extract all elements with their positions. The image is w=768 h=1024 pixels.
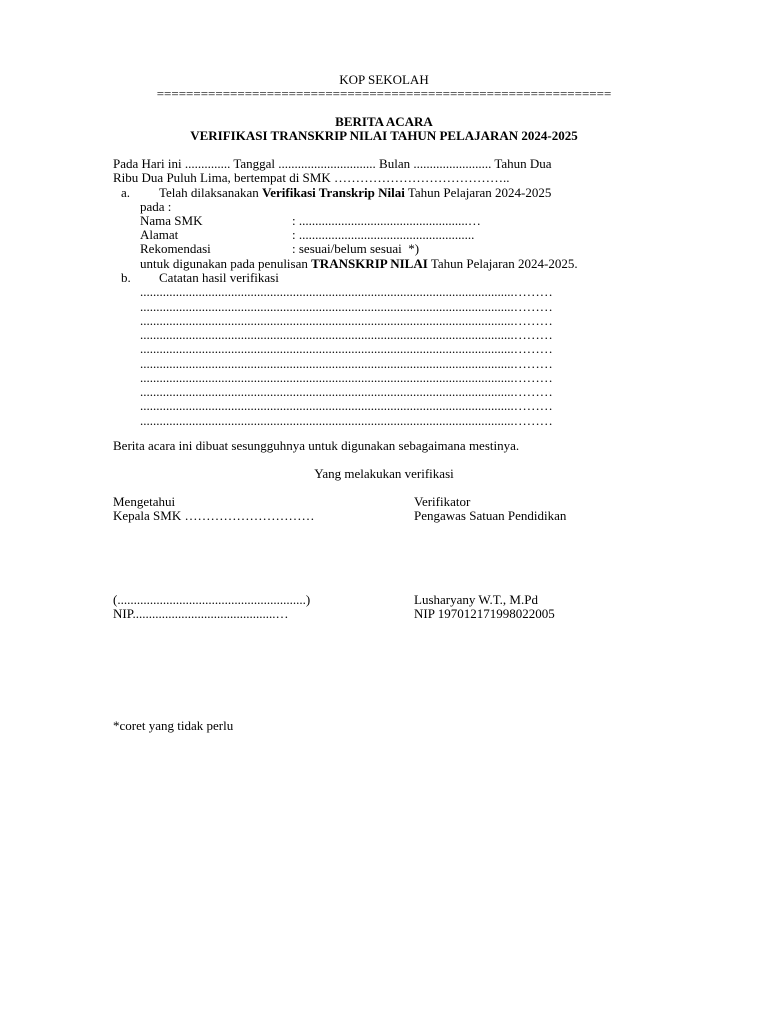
field-value-alamat: : ...................................................... [292, 227, 475, 242]
item-a-text-bold: Verifikasi Transkrip Nilai [262, 185, 405, 200]
field-label-rekomendasi: Rekomendasi [140, 241, 211, 256]
note-dotted-line: ...................................................................................................................……… [140, 370, 553, 385]
field-label-alamat: Alamat [140, 227, 179, 242]
note-dotted-line: ...................................................................................................................……… [140, 299, 553, 314]
footnote: *coret yang tidak perlu [113, 718, 234, 733]
field-value-nama-smk: : ....................................................… [292, 213, 481, 228]
item-a-text [159, 185, 551, 200]
note-dotted-line: ...................................................................................................................……… [140, 284, 553, 299]
document-title: BERITA ACARA [335, 114, 433, 129]
item-b-marker: b. [121, 270, 131, 285]
item-a-usage-pre: untuk digunakan pada penulisan [140, 256, 312, 271]
item-a-marker: a. [121, 185, 131, 200]
left-signature-title: Kepala SMK ………………………… [113, 508, 315, 523]
letterhead-label: KOP SEKOLAH [339, 72, 429, 87]
right-signature-nip: NIP 197012171998022005 [414, 606, 555, 621]
right-signature-name: Lusharyany W.T., M.Pd [414, 592, 538, 607]
note-dotted-line: ...................................................................................................................……… [140, 384, 553, 399]
note-dotted-line: ...................................................................................................................……… [140, 413, 553, 428]
item-a-text-pre: Telah dilaksanakan [159, 185, 263, 200]
note-dotted-line: ...................................................................................................................……… [140, 398, 553, 413]
note-dotted-line: ...................................................................................................................……… [140, 341, 553, 356]
item-a-usage-post: Tahun Pelajaran 2024-2025. [427, 256, 578, 271]
note-dotted-line: ...................................................................................................................……… [140, 327, 553, 342]
note-dotted-line: ...................................................................................................................……… [140, 356, 553, 371]
right-signature-title: Pengawas Satuan Pendidikan [414, 508, 567, 523]
field-label-nama-smk: Nama SMK [140, 213, 203, 228]
item-a-usage-bold: TRANSKRIP NILAI [311, 256, 428, 271]
verifier-heading: Yang melakukan verifikasi [314, 466, 454, 481]
item-a-text-post: Tahun Pelajaran 2024-2025 [404, 185, 552, 200]
left-signature-role: Mengetahui [113, 494, 176, 509]
document-subtitle: VERIFIKASI TRANSKRIP NILAI TAHUN PELAJARAN 2024-2025 [190, 128, 578, 143]
item-a-usage [140, 256, 578, 271]
letterhead-separator: ============================================================== [156, 86, 612, 101]
closing-statement: Berita acara ini dibuat sesungguhnya untuk digunakan sebagaimana mestinya. [113, 438, 520, 453]
field-value-rekomendasi: : sesuai/belum sesuai *) [292, 241, 420, 256]
item-b-text: Catatan hasil verifikasi [159, 270, 279, 285]
intro-line-2: Ribu Dua Puluh Lima, bertempat di SMK ………………………………….. [113, 170, 510, 185]
left-signature-nip: NIP............................................… [113, 606, 289, 621]
left-signature-name: (..........................................................) [113, 592, 311, 607]
item-a-pada: pada : [140, 199, 172, 214]
intro-line-1: Pada Hari ini .............. Tanggal .............................. Bulan ........................ Tahun Dua [113, 156, 552, 171]
note-dotted-line: ...................................................................................................................……… [140, 313, 553, 328]
right-signature-role: Verifikator [414, 494, 471, 509]
